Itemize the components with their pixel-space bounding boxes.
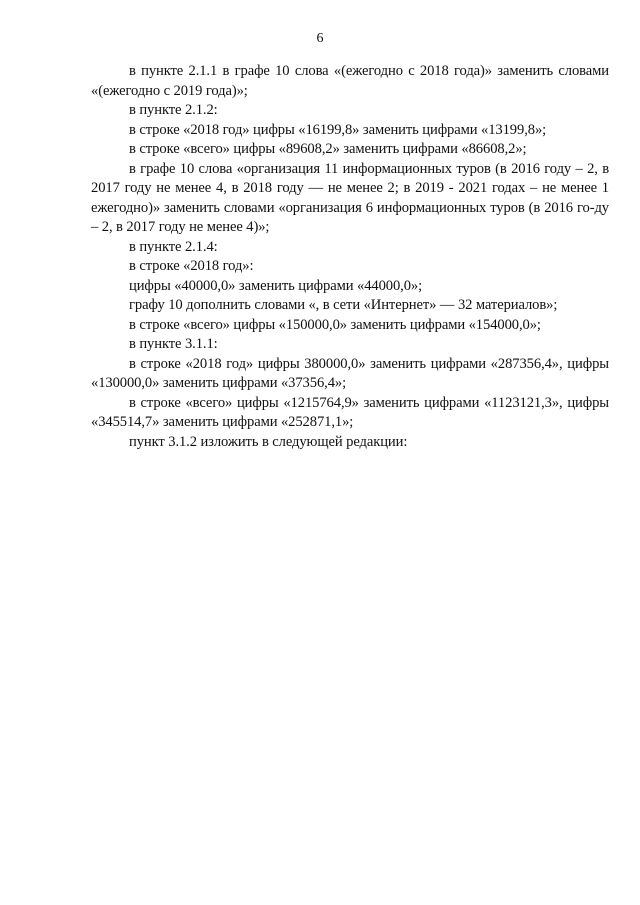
paragraph-column-10: в графе 10 слова «организация 11 информационных туров (в 2016 году – 2, в 2017 году не менее 4, в 2018 году — не менее 2; в 2019 - 2021 годах – не менее 1 ежегодно)» заменить словами «организация 6 информационных туров (в 2016 го-ду – 2, в 2017 году не менее 4)»;	[91, 160, 609, 235]
paragraph-column-10-addition: графу 10 дополнить словами «, в сети «Интернет» — 32 материалов»;	[129, 297, 558, 313]
paragraph-2018-row-3: в строке «2018 год» цифры 380000,0» заменить цифрами «287356,4», цифры «130000,0» заменить цифрами «37356,4»;	[91, 355, 609, 391]
paragraph-total-row: в строке «всего» цифры «89608,2» заменить цифрами «86608,2»;	[129, 141, 527, 157]
paragraph-digits-replace: цифры «40000,0» заменить цифрами «44000,0»;	[129, 277, 423, 294]
paragraph-2018-row-heading: в строке «2018 год»:	[129, 258, 254, 274]
paragraph-2-1-2-heading: в пункте 2.1.2:	[129, 102, 218, 118]
paragraph-2-1-1: в пункте 2.1.1 в графе 10 слова «(ежегодно с 2018 года)» заменить словами «(ежегодно с 2019 года)»;	[91, 63, 609, 99]
paragraph-3-1-2: пункт 3.1.2 изложить в следующей редакции:	[129, 433, 408, 450]
paragraph-2018-row: в строке «2018 год» цифры «16199,8» заменить цифрами «13199,8»;	[129, 121, 547, 138]
paragraph-2-1-4-heading: в пункте 2.1.4:	[129, 238, 218, 255]
document-body	[91, 62, 609, 452]
paragraph-total-row-2: в строке «всего» цифры «150000,0» заменить цифрами «154000,0»;	[129, 316, 541, 333]
paragraph-3-1-1-heading: в пункте 3.1.1:	[129, 336, 218, 352]
paragraph-total-row-3: в строке «всего» цифры «1215764,9» заменить цифрами «1123121,3», цифры «345514,7» заменить цифрами «252871,1»;	[91, 394, 609, 430]
page-number: 6	[316, 31, 324, 46]
